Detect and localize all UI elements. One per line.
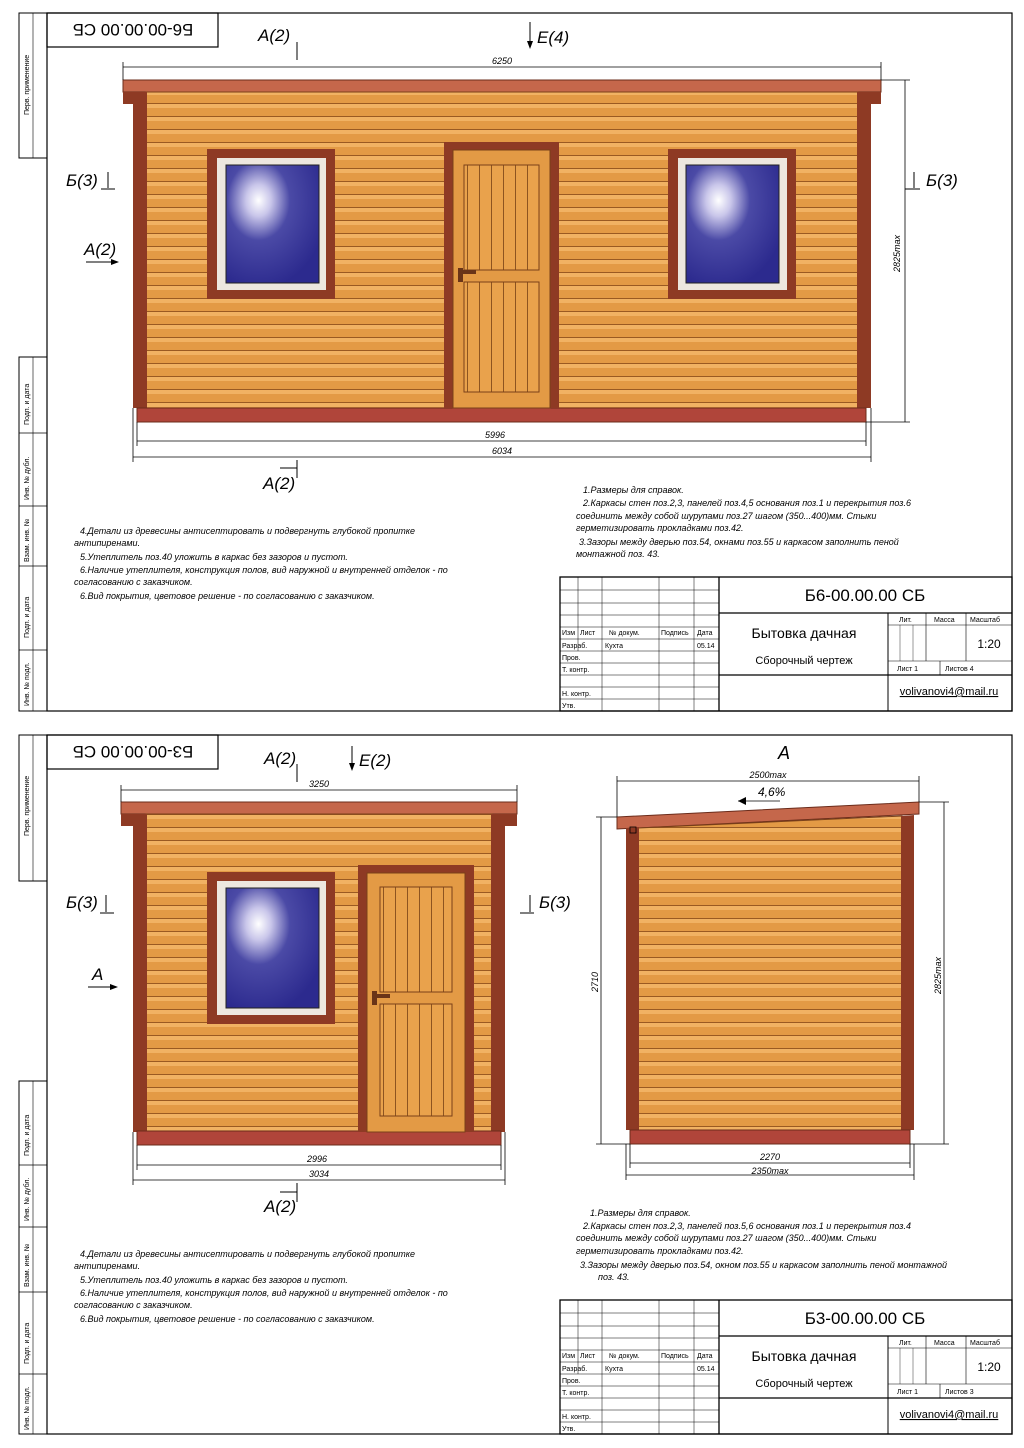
side-label-podp2: Подп. и дата (24, 596, 31, 638)
corner-post-left (133, 92, 147, 408)
tb-row-tkontr: Т. контр. (562, 1390, 590, 1397)
note-l-3: 5.Утеплитель поз.40 уложить в каркас без зазоров и пустот. (80, 552, 348, 562)
tb-scale: 1:20 (977, 637, 1001, 651)
dim-outer: 3034 (308, 1169, 330, 1179)
note-l-5: согласованию с заказчиком. (74, 1300, 193, 1310)
sheet-b3-drawing (0, 724, 1024, 1448)
note-r-6: поз. 43. (598, 1272, 630, 1282)
side-label-podp2: Подп. и дата (24, 1322, 31, 1364)
building-front-view (123, 80, 881, 422)
note-r-2: 2.Каркасы стен поз.2,3, панелей поз.4,5 основания поз.1 и перекрытия поз.6 (583, 498, 911, 508)
dim-width-top: 3250 (308, 779, 330, 789)
corner-post-right (857, 92, 871, 408)
tb-masshtab: Масштаб (970, 1340, 1000, 1347)
tb-col-doc: № докум. (609, 630, 640, 637)
note-l-1: 4.Детали из древесины антисептировать и подвергнуть глубокой пропитке (80, 526, 416, 536)
note-r-1: 1.Размеры для справок. (583, 485, 684, 495)
building-side-view (617, 743, 919, 1144)
tb-sheet: Лист 1 (897, 1389, 919, 1396)
note-r-4: герметизировать прокладками поз.42. (576, 1246, 744, 1256)
stamp-code: Б3-00.00.00 СБ (72, 742, 194, 761)
side-strip (19, 13, 47, 711)
dim-inner: 2996 (306, 1154, 328, 1164)
notes-left (74, 1249, 448, 1324)
tb-name: Бытовка дачная (751, 1348, 857, 1364)
tb-name: Бытовка дачная (751, 625, 857, 641)
tb-col-date: Дата (697, 1353, 713, 1360)
tb-col-izm: Изм (562, 630, 576, 637)
tb-sheets: Листов 4 (945, 666, 974, 673)
side-label-podp: Подп. и дата (24, 1114, 31, 1156)
note-l-4: 6.Наличие утеплителя, конструкция полов, вид наружной и внутренней отделок - по (80, 565, 448, 575)
mark-b-right: Б(3) (539, 893, 571, 912)
side-label-inv-podl: Инв. № подл. (24, 662, 31, 706)
dim-width-top: 6250 (491, 56, 513, 66)
notes-left (74, 526, 448, 601)
tb-row-razrab: Разраб. (562, 1366, 588, 1373)
corner-post-left (133, 814, 147, 1132)
note-r-3: соединить между собой шурупами поз.27 шагом (350...400)мм. Стыки (576, 1233, 877, 1243)
window (207, 872, 335, 1024)
dim-inner: 5996 (484, 430, 506, 440)
tb-row-nkontr: Н. контр. (562, 691, 591, 698)
side-label-vzam: Взам. инв. № (24, 1243, 31, 1287)
tb-email: volivanovi4@mail.ru (899, 686, 999, 698)
tb-row-utv: Утв. (562, 703, 576, 710)
mark-a-left: А (92, 965, 104, 984)
title-block (560, 577, 1012, 711)
mark-b-left: Б(3) (66, 171, 98, 190)
tb-razrab-name: Кухта (605, 643, 624, 650)
tb-row-nkontr: Н. контр. (562, 1414, 591, 1421)
tb-col-sign: Подпись (661, 1353, 689, 1360)
side-slope: 4,6% (758, 785, 786, 799)
note-r-5: 3.Зазоры между дверью поз.54, окном поз.55 и каркасом заполнить пеной монтажной (580, 1260, 947, 1270)
side-left-height: 2710 (590, 971, 600, 992)
mark-a-left: А(2) (84, 240, 117, 259)
base-beam (137, 408, 866, 422)
mark-a-top: А(2) (264, 749, 297, 768)
tb-code: Б3-00.00.00 СБ (804, 1309, 926, 1328)
note-l-6: 6.Вид покрытия, цветовое решение - по согласованию с заказчиком. (80, 1314, 375, 1324)
note-l-6: 6.Вид покрытия, цветовое решение - по согласованию с заказчиком. (80, 591, 375, 601)
base-beam (137, 1131, 501, 1145)
window-right (668, 149, 796, 299)
tb-col-date: Дата (697, 630, 713, 637)
side-wall (638, 816, 902, 1130)
title-block (560, 1300, 1012, 1434)
mark-e-top: Е(2) (359, 751, 392, 770)
tb-razrab-date: 05.14 (697, 1366, 715, 1373)
stamp-code: Б6-00.00.00 СБ (72, 20, 194, 39)
tb-email: volivanovi4@mail.ru (899, 1409, 999, 1421)
tb-razrab-date: 05.14 (697, 643, 715, 650)
tb-massa: Масса (934, 617, 955, 624)
note-r-3: соединить между собой шурупами поз.27 шагом (350...400)мм. Стыки (576, 511, 877, 521)
side-label-vzam: Взам. инв. № (24, 518, 31, 562)
mark-b-right: Б(3) (926, 171, 958, 190)
mark-e-top: Е(4) (537, 28, 570, 47)
note-r-6: монтажной поз. 43. (576, 549, 660, 559)
note-l-2: антипиренами. (74, 538, 141, 548)
notes-right (576, 1208, 947, 1282)
door-handle (372, 994, 390, 998)
side-label-perv: Перв. применение (24, 775, 31, 836)
tb-sheets: Листов 3 (945, 1389, 974, 1396)
tb-row-prov: Пров. (562, 1378, 581, 1385)
side-base (630, 1130, 910, 1144)
side-label-podp: Подп. и дата (24, 383, 31, 425)
tb-masshtab: Масштаб (970, 617, 1000, 624)
side-label-inv-dubl: Инв. № дубл. (24, 456, 31, 500)
tb-lit: Лит. (899, 617, 912, 624)
note-r-2: 2.Каркасы стен поз.2,3, панелей поз.5,6 основания поз.1 и перекрытия поз.4 (583, 1221, 911, 1231)
mark-a-bottom: А(2) (264, 1197, 297, 1216)
tb-col-list: Лист (580, 630, 596, 637)
note-l-4: 6.Наличие утеплителя, конструкция полов, вид наружной и внутренней отделок - по (80, 1288, 448, 1298)
mark-b-left: Б(3) (66, 893, 98, 912)
side-strip (19, 735, 47, 1434)
tb-col-list: Лист (580, 1353, 596, 1360)
side-label-inv-dubl: Инв. № дубл. (24, 1177, 31, 1221)
window-left (207, 149, 335, 299)
note-l-3: 5.Утеплитель поз.40 уложить в каркас без зазоров и пустот. (80, 1275, 348, 1285)
note-l-2: антипиренами. (74, 1261, 141, 1271)
note-l-5: согласованию с заказчиком. (74, 577, 193, 587)
mark-a-top: А(2) (258, 26, 291, 45)
note-l-1: 4.Детали из древесины антисептировать и подвергнуть глубокой пропитке (80, 1249, 416, 1259)
corner-post-right (491, 814, 505, 1132)
tb-doc-type: Сборочный чертеж (755, 655, 853, 667)
note-r-4: герметизировать прокладками поз.42. (576, 523, 744, 533)
door (444, 142, 559, 408)
tb-col-izm: Изм (562, 1353, 576, 1360)
tb-scale: 1:20 (977, 1360, 1001, 1374)
door-handle (458, 270, 476, 274)
roof-slab (123, 80, 881, 92)
tb-row-utv: Утв. (562, 1426, 576, 1433)
side-width-top: 2500max (749, 770, 787, 780)
note-r-5: 3.Зазоры между дверью поз.54, окнами поз.55 и каркасом заполнить пеной (579, 537, 899, 547)
dim-outer: 6034 (491, 446, 513, 456)
tb-col-doc: № докум. (609, 1353, 640, 1360)
side-view-label: А (778, 743, 791, 763)
tb-doc-type: Сборочный чертеж (755, 1378, 853, 1390)
note-r-1: 1.Размеры для справок. (590, 1208, 691, 1218)
tb-col-sign: Подпись (661, 630, 689, 637)
side-outer: 2350max (751, 1166, 789, 1176)
side-label-perv: Перв. применение (24, 54, 31, 115)
tb-massa: Масса (934, 1340, 955, 1347)
tb-razrab-name: Кухта (605, 1366, 624, 1373)
tb-lit: Лит. (899, 1340, 912, 1347)
building-front-view (121, 802, 517, 1145)
tb-code: Б6-00.00.00 СБ (804, 586, 926, 605)
mark-a-bottom: А(2) (263, 474, 296, 493)
notes-right (576, 485, 911, 559)
dim-height: 2825max (892, 234, 902, 272)
side-right-height: 2825max (933, 956, 943, 994)
tb-row-prov: Пров. (562, 655, 581, 662)
tb-row-tkontr: Т. контр. (562, 667, 590, 674)
side-label-inv-podl: Инв. № подл. (24, 1386, 31, 1430)
door (358, 865, 474, 1132)
tb-sheet: Лист 1 (897, 666, 919, 673)
side-inner: 2270 (759, 1152, 781, 1162)
tb-row-razrab: Разраб. (562, 643, 588, 650)
drawing-sheet-b3 (0, 724, 1024, 1448)
